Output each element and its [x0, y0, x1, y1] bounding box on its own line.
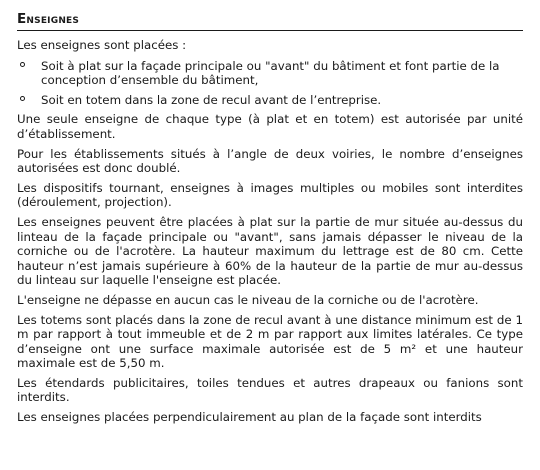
paragraph-totems: Les totems sont placés dans la zone de recul avant à une distance minimum est de 1 m par rapport à tout immeuble et de 2 m par rapport aux limites latérales. Ce type d’enseigne ont une surface maximale autorisée est de 5 m² et une hauteur maximale est de 5,50 m. — [17, 312, 523, 371]
paragraph-forbidden-devices: Les dispositifs tournant, enseignes à images multiples ou mobiles sont interdites (déroulement, projection). — [17, 180, 523, 210]
intro-paragraph: Les enseignes sont placées : — [17, 38, 187, 52]
paragraph-one-per-type: Une seule enseigne de chaque type (à plat et en totem) est autorisée par unité d’établissement. — [17, 112, 523, 141]
list-item — [17, 93, 523, 108]
paragraph-cornice-limit: L'enseigne ne dépasse en aucun cas le niveau de la corniche ou de l'acrotère. — [17, 292, 479, 307]
list-item — [17, 59, 523, 88]
paragraph-perpendicular: Les enseignes placées perpendiculairement au plan de la façade sont interdits — [17, 410, 482, 425]
paragraph-corner-lots: Pour les établissements situés à l’angle de deux voiries, le nombre d’enseignes autorisées est donc doublé. — [17, 146, 523, 176]
section-heading: Enseignes — [17, 11, 523, 31]
paragraph-banners: Les étendards publicitaires, toiles tendues et autres drapeaux ou fanions sont interdits. — [17, 375, 523, 405]
bullet-list — [17, 59, 523, 108]
list-item-text: Soit en totem dans la zone de recul avant de l’entreprise. — [41, 92, 382, 107]
list-item-text: Soit à plat sur la façade principale ou "avant" du bâtiment et font partie de la conception d’ensemble du bâtiment, — [41, 58, 500, 88]
paragraph-flat-signs: Les enseignes peuvent être placées à plat sur la partie de mur située au-dessus du linteau de la façade principale ou "avant", sans jamais dépasser le niveau de la corniche ou de l'acrotère. La hauteur maximum du lettrage est de 80 cm. Cette hauteur n’est jamais supérieure à 60% de la hauteur de la partie de mur au-dessus du linteau sur laquelle l'enseigne est placée. — [17, 214, 523, 288]
hollow-circle-bullet-icon — [20, 62, 25, 67]
hollow-circle-bullet-icon — [20, 96, 25, 101]
